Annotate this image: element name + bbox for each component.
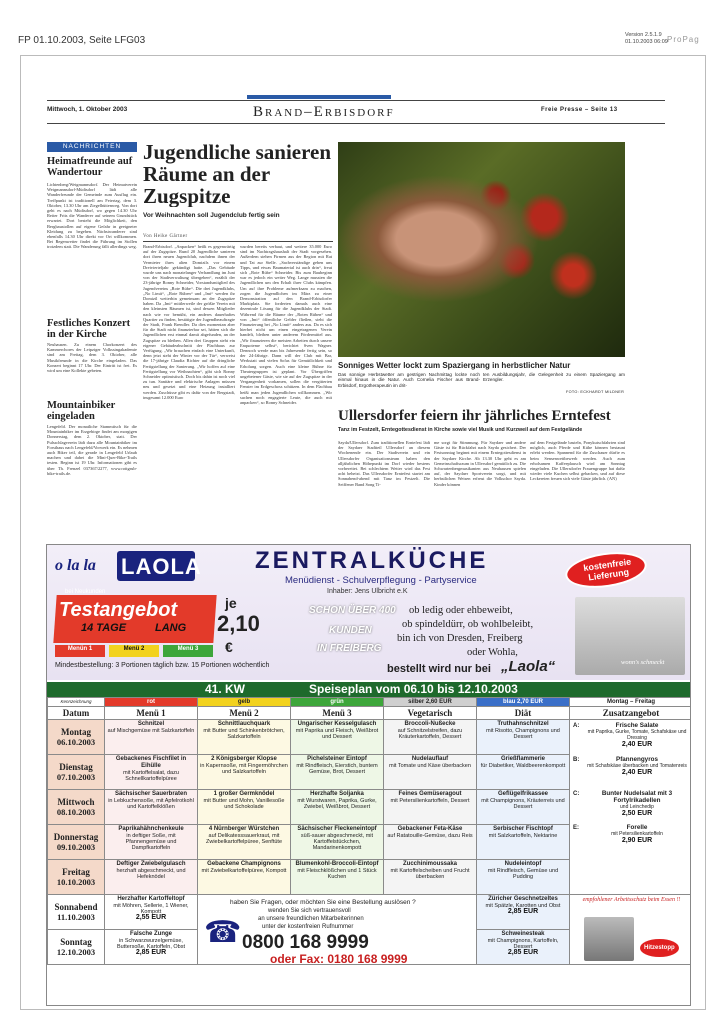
zusatz-desc: und Leinchedip <box>620 804 654 810</box>
article2-col-3: auf dem Festgelände basteln, Ponykutschfahrten sind möglich, auch Pferde und Kühe können bestaunt erlebt werden. Spannend für die Zuschauer dürfte es beim Sensenwettbewerb werden. Auch zum erholsamen Kaffeeplausch wird am Sonntag eingeladen. Die Ullersdorfer Frauengruppe hat dafür wieder viele Kuchen selbst gebacken, und auf diese Leckereien freuen sich viele Gäste jährlich. (AN) <box>530 440 625 482</box>
zusatz-cell <box>570 720 692 895</box>
meal-desc: auf Mischgemüse mit Salzkartoffeln <box>107 728 195 734</box>
zusatz-key: A: <box>573 723 580 729</box>
news-headline-2: Festliches Konzert in der Kirche <box>47 318 131 340</box>
meal-name: 4 Nürnberger Würstchen <box>208 826 280 832</box>
meal-desc: mit Wurstwaren, Paprika, Gurke, Zwiebel, Weißbrot, Dessert <box>297 798 377 810</box>
meal-name: Feines Gemüseragout <box>398 791 462 797</box>
slogan-3: IN FREIBERG <box>317 643 382 654</box>
meal-cell <box>198 755 291 790</box>
article-subhead: Vor Weihnachten soll Jugendclub fertig sein <box>143 212 280 219</box>
menu2-tag: Menü 2 <box>109 645 159 657</box>
order-laola: „Laola“ <box>501 658 556 675</box>
day-cell <box>48 720 105 755</box>
meal-name: Herzhafte Soljanka <box>310 791 364 797</box>
table-header-2: Menü 2 <box>198 707 291 720</box>
day-row <box>48 720 692 755</box>
meal-name: Geflügelfrikassee <box>497 791 549 797</box>
day-name: Sonntag <box>60 937 92 947</box>
order-text: bestellt wird nur bei <box>387 663 491 675</box>
meal-name: Schweinesteak <box>501 931 545 937</box>
meta-version: Version 2.5.1.9 <box>625 32 662 38</box>
ad-subtitle: Menüdienst - Schulverpflegung - Partyservice <box>285 575 477 586</box>
table-header-0: Datum <box>48 707 105 720</box>
meal-name: Broccoli-Nußecke <box>404 721 456 727</box>
table-header-1: Menü 1 <box>105 707 198 720</box>
zusatz-name: Pfannengyros <box>616 756 658 763</box>
meal-name: Truthahnschnitzel <box>497 721 549 727</box>
slogan-2: KUNDEN <box>329 625 372 636</box>
zusatz-desc: mit Schafskäse überbacken und Tomatenreis <box>587 763 687 769</box>
zusatz-desc: mit Paprika, Gurke, Tomate, Schafskäse und Dressing <box>587 729 687 741</box>
slogan-1: SCHON ÜBER 400 <box>309 605 396 616</box>
meal-cell <box>291 755 384 790</box>
zusatz-name: Bunter Nudelsalat mit 3 Fortylrikadellen <box>601 790 673 804</box>
meal-desc: herzhaft abgeschmeckt, und Hefeknödel <box>116 868 186 880</box>
meal-cell <box>198 790 291 825</box>
label-blau: blau 2,70 EUR <box>477 698 570 707</box>
day-cell <box>48 825 105 860</box>
meal-cell <box>291 860 384 895</box>
meal-name: Sächsischer Fleckeneintopf <box>297 826 377 832</box>
meal-desc: auf Ratatouille-Gemüse, dazu Reis <box>387 833 473 839</box>
test-offer-title: Testangebot <box>59 599 178 621</box>
zusatz-item <box>570 788 691 822</box>
meal-cell <box>291 720 384 755</box>
zusatz-name: Frische Salate <box>615 722 659 729</box>
menu3-tag: Menü 3 <box>163 645 213 657</box>
meta-datetime: 01.10.2003 06:09 <box>625 39 668 45</box>
contact-cell <box>198 895 477 965</box>
meal-name: Gebackener Feta-Käse <box>397 826 463 832</box>
weekend-meal <box>105 930 198 965</box>
meal-desc: mit Risotto, Champignons und Dessert <box>486 728 560 740</box>
article2-col-2: me sorgt für Stimmung. Für Saydaer und andere Gäste ist für Rückfahrt nach Sayda gesichert. Der Festsonntag beginnt mit einem Erntegottesdienst in der Saydaer Kirche. Ab 13.30 Uhr geht es am Gemeinschaftsraum in Ullersdorf gemütlich zu. Die Schwartenbergmusikanten aus Neuhausen spielen auf, der Saydaer Sportverein sorgt, und mit herbstlichen Weisen erfreut die Volkschor Sayda. Kinder können <box>434 440 526 487</box>
man-eating-photo <box>584 917 634 961</box>
label-mo-fr: Montag – Freitag <box>570 698 692 707</box>
meal-cell <box>198 720 291 755</box>
section-title: Brand–Erbisdorf <box>253 104 395 120</box>
day-date: 08.10.2003 <box>56 807 96 817</box>
day-cell <box>48 790 105 825</box>
meal-price: 2,85 EUR <box>135 949 167 956</box>
meal-cell <box>105 720 198 755</box>
meal-name: Schnittlauchquark <box>217 721 271 727</box>
day-date: 09.10.2003 <box>56 842 96 852</box>
meal-name: Paprikahähnchenkeule <box>118 826 184 832</box>
zusatz-key: E: <box>573 825 579 831</box>
meal-name: Nudeleintopf <box>504 861 542 867</box>
fax-number: oder Fax: 0180 168 9999 <box>270 952 408 965</box>
meal-name: Schnitzel <box>137 721 165 727</box>
contact-line-3: an unsere freundlichen Mitarbeiterinnen <box>258 916 364 922</box>
meal-cell <box>384 825 477 860</box>
meal-desc: in Kapernsoße, mit Fingermöhrchen und Salzkartoffeln <box>200 763 288 775</box>
meal-desc: in Schwarzwurzelgemüse, Buttersoße, Kartoffeln, Obst <box>116 938 186 950</box>
article2-headline: Ullersdorfer feiern ihr jährliches Erntefest <box>338 408 611 424</box>
meal-name: Pichelsteiner Eintopf <box>307 756 367 762</box>
zusatz-price: 2,40 EUR <box>621 769 653 776</box>
day-name: Montag <box>61 727 91 737</box>
article-byline: Von Heike Gärtner <box>143 234 188 239</box>
euro-sign: € <box>225 639 233 655</box>
ad-title: ZENTRALKÜCHE <box>255 547 489 574</box>
meal-cell <box>477 720 570 755</box>
day-name: Donnerstag <box>53 832 99 842</box>
article-col-2: wurden bereits verbaut, und weitere 35.000 Euro sind im Nachtragshaushalt der Stadt vorgesehen. Außerdem stehen Firmen aus der Region mit Rat und Tat zur Stelle. „Sachverständige geben uns Tipps, und etwas Baumaterial ist auch drin“, freut sich „Rote Rübe“ Schneider. Bis zum Baubeginn war es jedoch ein weiter Weg. Lange mussten die Jugendlichen um den Erhalt ihrer Clubs kämpfen. Um auf ihre Probleme aufmerksam zu machen, zogen die Jugendlichen im März zu einer Demonstration auf den Brand-Erbisdorfer Marktplatz. Sie forderten damals auch eine dezentrale Lösung für die Jugendklubs der Stadt. Während für die Räume der „Roten Rüben“ und von „Imi“ öffentliche Gelder fließen, sieht die Finanzierung bei „No Limit“ anders aus. Da es sich hierbei nicht um einen eingetragenen Verein handelt, bleiben unter anderem Fördermittel aus. „Wir finanzieren die meisten Arbeiten durch unsere Enquoteme selbst“, berichtet Sven Wagner. Dennoch werde man bis Jahresende fertig sein, so der 24-Jährige. Dann will der Club mit Bar, Werkstatt und vielen Sofas für Gemütlichkeit und Erholung sorgen. Auch eine kleine Bühne für Theatergruppen ist geplant. Vor Übergriffen ungebetener Gäste, wie sie auf der Zugspitze in der Vergangenheit vorkamen, sollen die vergitterten Fenster im Erdgeschoss schützen. In dem Flachbau heißt man jeden Jugendlichen willkommen. „Wir suchen noch engagierte Leute, die auch mit anpacken“, so Ronny Schneider. <box>240 244 332 406</box>
article2-subhead: Tanz im Festzelt, Erntegottesdienst in Kirche sowie viel Musik und Kurzweil auf dem Festgelände <box>338 427 583 433</box>
eating-woman-photo: wonn's schmeckt <box>575 597 685 675</box>
meal-plan-table <box>47 697 691 965</box>
zusatz-key: B: <box>573 757 580 763</box>
table-header-6: Zusatzangebot <box>570 707 692 720</box>
meal-cell <box>384 720 477 755</box>
label-silber: silber 2,60 EUR <box>384 698 477 707</box>
free-delivery-badge: kostenfreie Lieferung <box>563 547 649 592</box>
plan-bar <box>47 682 691 697</box>
meal-desc: süß-sauer abgeschmeckt, mit Kartoffelstückchen, Mandarinenkompott <box>300 833 374 851</box>
poem-line-3: bin ich von Dresden, Freiberg <box>397 633 523 644</box>
weekend-meal <box>105 895 198 930</box>
day-name: Dienstag <box>59 762 93 772</box>
photo-woman-berries <box>338 142 625 357</box>
meal-desc: mit Fleischklößchen und 1 Stück Kuchen <box>297 868 377 880</box>
meal-cell <box>477 860 570 895</box>
day-name: Mittwoch <box>57 797 95 807</box>
propag-logo: ProPag <box>667 35 700 44</box>
day-date: 12.10.2003 <box>56 947 96 957</box>
photo-caption-right: ten Ausbildungsjahr, die Gelegenheit zu einem Spaziergang am Erzengler. <box>483 372 625 383</box>
day-date: 11.10.2003 <box>57 912 95 922</box>
news-text-3: Lengefeld. Der monatliche Stammtisch für die Mountainbiker im Erzgebirge findet am morgigen Donnerstag, dem 2. Oktober, statt. Der Pulsschlagverein lädt dazu alle Mountainbiker im Forsthaus nach Lengefeld/Vorwerk ein. Es nehmen auch Biker teil, die gerade in Lengefeld Urlaub machen und dabei die Mini-Quer-Bike-Trails testen. Beginn ist 19 Uhr. Informationen gibt es über Th. Frenzel 037367/2277, www.rottgrub-bike-trails.de. <box>47 424 137 476</box>
weekend-diet <box>477 895 570 930</box>
news-headline-1: Heimatfreunde auf Wandertour <box>47 156 133 178</box>
meal-desc: in Lebkuchensoße, mit Apfelrotkohl und Kartoffelklößen <box>108 798 194 810</box>
olala-text: o la la <box>55 557 96 574</box>
label-gelb: gelb <box>198 698 291 707</box>
meal-desc: mit Petersilienkartoffeln, Dessert <box>390 798 470 804</box>
contact-line-2: wenden Sie sich vertrauensvoll <box>268 908 351 914</box>
meal-cell <box>384 790 477 825</box>
meal-desc: mit Rindfleisch, Gemüse und Pudding <box>487 868 559 880</box>
phone-number: 0800 168 9999 <box>242 932 369 953</box>
meal-cell <box>105 755 198 790</box>
phone-icon: ☎ <box>204 916 242 949</box>
article2-col-1: Sayda/Ullersdorf. Zum traditionellen Erntefest lädt der Saydaer Stadtteil Ullersdorf an diesem Wochenende ein. Der Stadtverein und ein Ullersdorfer Organisationsteam haben den alljährlichen Höhepunkt im Dorf wieder bestens vorbereitet. Bei schlechtem Wetter wird das Fest acht beheizt. Das Ullersdorfer Erntefest startet am Sonnabend-abend mit Tanz im Festzelt. Die Seiffener Band Song Ti- <box>338 440 430 487</box>
meal-cell <box>477 825 570 860</box>
meal-desc: mit Butter und Schinkenbrötchen, Salzkartoffeln <box>203 728 285 740</box>
meal-desc: mit Salzkartoffeln, Nektarine <box>488 833 558 839</box>
new-customers-text: bei Neukunden <box>65 589 106 595</box>
meal-name: Züricher Geschnetzeltes <box>488 896 558 902</box>
poem-line-1: ob ledig oder ehbeweibt, <box>409 605 513 616</box>
recommendation-text: empfohlener Arbeitsschutz beim Essen !! <box>582 897 681 903</box>
zusatz-item <box>570 822 691 856</box>
meal-cell <box>291 825 384 860</box>
weekend-diet <box>477 930 570 965</box>
print-meta-bar <box>0 0 725 46</box>
day-date: 10.10.2003 <box>56 877 96 887</box>
meal-name: Grießflammerie <box>500 756 546 762</box>
meal-price: 2,85 EUR <box>507 908 539 915</box>
day-date: 07.10.2003 <box>56 772 96 782</box>
contact-question: haben Sie Fragen, oder möchten Sie eine Bestellung auslösen ? <box>230 899 416 906</box>
article-headline: Jugendliche sanieren Räume an der Zugspitze <box>143 141 332 207</box>
day-cell <box>48 860 105 895</box>
je-text: je <box>225 595 237 611</box>
header-accent <box>247 95 391 99</box>
meal-cell <box>477 790 570 825</box>
label-gruen: grün <box>291 698 384 707</box>
zentralkueche-ad <box>46 544 691 1006</box>
news-text-1: Lichtenberg/Weigmannsdorf. Der Heimatverein Weigmannsdorf-Müdisdorf lädt alle Wanderfreunde der Gemeinde zum Ausflug ein. Treffpunkt ist traditionell am Feiertag, dem 3. Oktober, 13.30 Uhr am Ziegelhüttenweg. Von dort geht es nach Müdisdorf, wo gegen 14.30 Uhr Reiter Frits die Wanderer auf seinem Grundstück erwartet. Dort besteht die Möglichkeit, den Bergbaustollen auf eigene Gefahr in geeigneter Kleidung zu begehen. Nächstwanderer sind ebenfalls 14.30 Uhr direkt vor Ort willkommen. Bei Regenwetter findet die Führung im Stollen trotzdem statt. Die Wanderung fällt allerdings weg. <box>47 182 137 250</box>
weekend-row <box>48 895 692 930</box>
zusatz-name: Forelle <box>626 824 648 831</box>
laola-logo: LAOLA <box>117 551 195 581</box>
meal-price: 2,55 EUR <box>135 914 167 921</box>
meal-desc: mit Tomate und Käse überbacken <box>389 763 471 769</box>
photo-credit: FOTO: ECKHARDT MILDNER <box>566 390 625 394</box>
meal-desc: mit Champignons, Kartoffeln, Dessert <box>487 938 559 950</box>
news-headline-3: Mountainbiker eingeladen <box>47 400 116 422</box>
meal-name: 1 großer Germknödel <box>213 791 275 797</box>
day-name: Sonnabend <box>54 902 98 912</box>
ad-owner: Inhaber: Jens Ulbricht e.K <box>327 588 408 595</box>
meal-desc: in deftiger Soße, mit Pfannengemüse und Dampfkartoffeln <box>125 833 177 851</box>
meal-name: Ungarischer Kesselgulasch <box>297 721 377 727</box>
meal-desc: mit Champignons, Kräuterreis und Dessert <box>481 798 565 810</box>
meal-cell <box>105 790 198 825</box>
meal-cell <box>384 755 477 790</box>
zusatz-price: 2,90 EUR <box>621 837 653 844</box>
calendar-week: 41. KW <box>205 682 246 696</box>
news-label: NACHRICHTEN <box>47 142 137 152</box>
meal-name: Zucchinimoussaka <box>402 861 458 867</box>
day-cell <box>48 930 105 965</box>
meal-name: Blumenkohl-Broccoli-Eintopf <box>295 861 379 867</box>
plan-title: Speiseplan vom 06.10 bis 12.10.2003 <box>309 682 518 696</box>
menu1-tag: Menün 1 <box>55 645 105 657</box>
day-date: 06.10.2003 <box>56 737 96 747</box>
poem-line-4: oder Wohla, <box>467 647 518 658</box>
meal-desc: mit Rindfleisch, Eierstich, buntem Gemüse, Brot, Dessert <box>296 763 378 775</box>
meta-left: FP 01.10.2003, Seite LFG03 <box>18 35 146 46</box>
meal-name: Herzhafter Kartoffeltopf <box>117 896 185 902</box>
meal-name: Deftiger Zwiebelgulasch <box>116 861 186 867</box>
meal-name: Gebackenes Fischfilet in Eihülle <box>115 756 187 769</box>
meal-desc: mit Zwiebelkartoffelpüree, Kompott <box>201 868 287 874</box>
contact-line-4: unter der kostenfreien Rufnummer <box>262 924 354 930</box>
meal-desc: für Diabetiker, Waldbeerenkompott <box>480 763 566 769</box>
meal-desc: auf Delikatesssauerkraut, mit Zwiebelkartoffelpüree, Senftüte <box>205 833 283 845</box>
newspaper-page <box>20 55 706 1010</box>
min-order-text: Mindestbestellung: 3 Portionen täglich bzw. 15 Portionen wöchentlich <box>55 662 270 669</box>
meal-name: Nudelauflauf <box>411 756 449 762</box>
label-rot: rot <box>105 698 198 707</box>
day-cell <box>48 755 105 790</box>
photo-caption-left: Das sonnige Herbstwetter am gestrigen Nachmittag lockte noch einmal hinaus in die Natur. Auch Cornelia Fischer aus Brand-Erbisdorf, Ergotherapeutin im drit- <box>338 372 480 388</box>
table-header-5: Diät <box>477 707 570 720</box>
meal-name: Gebackene Champignons <box>207 861 281 867</box>
zusatz-item <box>570 720 691 754</box>
hitze-badge: Hitzestopp <box>640 939 679 957</box>
meal-desc: mit Paprika und Fleisch, Weißbrot und Dessert <box>295 728 379 740</box>
zusatz-price: 2,40 EUR <box>621 741 653 748</box>
meal-name: Serbischer Fischtopf <box>493 826 553 832</box>
issue-date: Mittwoch, 1. Oktober 2003 <box>47 106 128 113</box>
days-text: 14 TAGE <box>81 622 127 634</box>
meal-cell <box>105 860 198 895</box>
table-header-4: Vegetarisch <box>384 707 477 720</box>
day-name: Freitag <box>62 867 90 877</box>
meal-desc: mit Kartoffelsalat, dazu Schnellkartoffelpüree <box>123 770 179 782</box>
table-header-3: Menü 3 <box>291 707 384 720</box>
photo-caption-title: Sonniges Wetter lockt zum Spaziergang in herbstlicher Natur <box>338 361 571 370</box>
hitze-cell <box>570 895 692 965</box>
meal-desc: mit Möhren, Sellerie, 1 Wiener, Kompott <box>113 903 189 915</box>
zusatz-item <box>570 754 691 788</box>
meal-desc: auf Schnitzelstreifen, dazu Kräuterkartoffeln, Dessert <box>397 728 463 740</box>
label-kennzeichnung: Kennzeichnung <box>48 698 105 707</box>
meal-cell <box>105 825 198 860</box>
article-col-1: Brand-Erbisdorf. „Anpacken“ heißt es gegenwärtig auf der Zugspitze. Rund 20 Jugendliche sanieren dort ihren neuen Jugendclub, nachdem ihnen der Vermieter ihres alten Domizils vor einem Dreivierteljahr gekündigt hatte. „Das Gebäude wurde uns nach monatelanger Verhandlung im Juni von der Stadtverwaltung übergeben“, erzählt der 23-jährige Ronny Schneider, Vorstandsmitglied des Jugendvereins „Rote Rübe“. Die drei Jugendklubs, „No Limit“, „Rote Rüben“ und „Imi“ werden ihr Domizil weiterhin gemeinsam an der Zugspitze haben. Da „Imi“ mittlerweile der größte Verein mit den kleinsten Räumen ist, sind dessen Mitglieder nach wie vor bemüht, ein anderes dauerhaftes Quartier zu finden, bestätigte der Jugendbeauftragte der Stadt, Frank Brendler. Da dies momentan aber für die Stadt nicht finanzierbar sei, hätten sich die Jugendlichen erst einmal damit abgefunden, an der Zugspitze zu bleiben. Allen drei Gruppen steht ein eigener Gebäudeabschnitt der Plachbaus zur Verfügung. „Wir brauchen einfach eine Unterkunft, denn jetzt steht der Winter vor der Tür“, verweist die 17-jährige Claudia Richter auf die dringliche Fertigstellung der Sanierung. „Wir hoffen auf eine Fertigstellung vor Weihnachten“, gibt sich Ronny Schneider optimistisch. Doch bis dahin ist noch viel zu tun. Sanitäre und elektrische Anlagen müssen neu und gesetzt und eine Heizung installiert werden. Zuschüsse gibt es dafür von der Bergstadt, insgesamt 12.000 Euro <box>143 244 235 400</box>
meal-desc: mit Kartoffelscheiben und Frucht überbacken <box>390 868 470 880</box>
poem-line-2: ob spindeldürr, ob wohlbeleibt, <box>402 619 534 630</box>
meal-desc: mit Butter und Mohn, Vanillesoße und Schokolade <box>203 798 285 810</box>
meal-cell <box>198 825 291 860</box>
meal-cell <box>384 860 477 895</box>
zusatz-price: 2,50 EUR <box>621 810 653 817</box>
meal-name: 2 Königsberger Klopse <box>211 756 277 762</box>
meal-cell <box>477 755 570 790</box>
meal-desc: mit Spätzle, Karotten und Obst <box>485 903 561 909</box>
meal-price: 2,85 EUR <box>507 949 539 956</box>
news-text-2: Neuhausen. Zu einem Chorkonzert des Kammerchores der Leipziger Volkssingakademie sind am Freitag, dem 3. Oktober, alle Musikfreunde in die Kirche eingeladen. Das Konzert beginnt 17 Uhr. Der Eintritt ist frei. Es wird um eine Kollekte gebeten. <box>47 342 137 374</box>
day-cell <box>48 895 105 930</box>
meal-name: Sächsischer Sauerbraten <box>114 791 188 797</box>
meal-name: Falsche Zunge <box>129 931 172 937</box>
price-big: 2,10 <box>217 611 260 636</box>
paper-name: Freie Presse – Seite 13 <box>541 107 618 113</box>
zusatz-desc: mit Petersilienkartoffeln <box>611 831 663 837</box>
lang-text: LANG <box>155 622 187 634</box>
meal-cell <box>198 860 291 895</box>
zusatz-key: C: <box>573 791 580 797</box>
meal-cell <box>291 790 384 825</box>
